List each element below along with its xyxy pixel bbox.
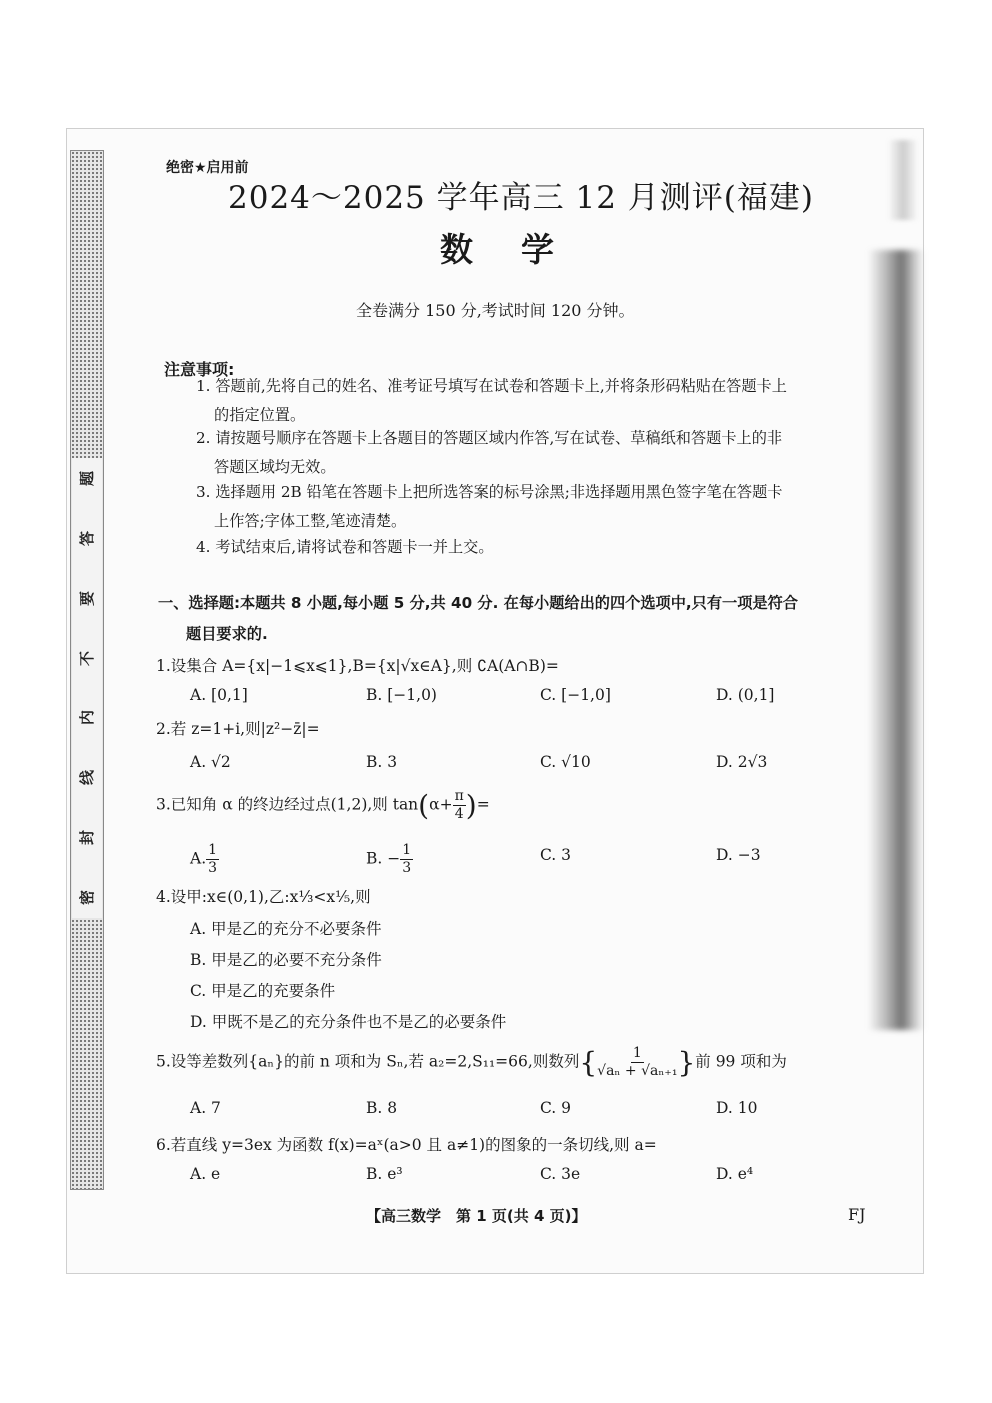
binding-char: 线 xyxy=(78,770,97,786)
q2-option-d: D. 2√3 xyxy=(716,753,768,771)
note-item xyxy=(196,424,876,482)
region-code: FJ xyxy=(848,1205,866,1224)
q6-option-c: C. 3e xyxy=(540,1165,581,1183)
binding-char: 要 xyxy=(78,590,97,606)
section-line: 题目要求的. xyxy=(186,625,268,643)
secret-label: 绝密★启用前 xyxy=(166,160,249,176)
note-line: 答题区域均无效。 xyxy=(214,458,336,476)
note-line: 2. 请按题号顺序在答题卡上各题目的答题区域内作答,写在试卷、草稿纸和答题卡上的非 xyxy=(196,429,783,447)
q5-option-c: C. 9 xyxy=(540,1099,572,1117)
q3-option-a: A. $\frac{1}{3}$ xyxy=(190,842,218,876)
q2-option-b: B. 3 xyxy=(366,753,398,771)
note-line: 4. 考试结束后,请将试卷和答题卡一并上交。 xyxy=(196,538,494,556)
note-line: 的指定位置。 xyxy=(214,406,306,424)
q3-option-c: C. 3 xyxy=(540,846,572,864)
q6-option-a: A. e xyxy=(190,1165,221,1183)
note-item xyxy=(196,533,876,562)
binding-char: 封 xyxy=(78,830,97,846)
q5-option-a: A. 7 xyxy=(190,1099,221,1117)
q1-option-a: A. [0,1] xyxy=(190,686,248,704)
exam-info: 全卷满分 150 分,考试时间 120 分钟。 xyxy=(356,301,635,320)
binding-char: 内 xyxy=(78,710,97,726)
q4-option-c: C. 甲是乙的充要条件 xyxy=(190,982,336,1000)
q1-option-d: D. (0,1] xyxy=(716,686,775,704)
note-item xyxy=(196,478,876,536)
q1-option-c: C. [−1,0] xyxy=(540,686,611,704)
q2-option-c: C. √10 xyxy=(540,753,591,771)
question-1: 1.设集合 A={x|−1⩽x⩽1},B={x|√x∈A},则 ∁A(A∩B)= xyxy=(156,657,559,675)
section-line: 一、选择题:本题共 8 小题,每小题 5 分,共 40 分. 在每小题给出的四个选项中,只有一项是符合 xyxy=(158,594,798,612)
question-3: 3.已知角 α 的终边经过点(1,2),则 tan(α+ $\frac{\pi}{4}$ )= xyxy=(156,788,490,822)
q4-option-b: B. 甲是乙的必要不充分条件 xyxy=(190,951,382,969)
subject-title: 数学 xyxy=(440,230,602,269)
question-2: 2.若 z=1+i,则|z²−z̄|= xyxy=(156,720,320,738)
q5-option-d: D. 10 xyxy=(716,1099,758,1117)
binding-char: 不 xyxy=(78,650,97,666)
page-footer: 【高三数学 第 1 页(共 4 页)】 xyxy=(366,1207,587,1225)
q5-fraction: $\frac{1}{\text{√aₙ + √aₙ₊₁}}$ xyxy=(597,1045,678,1079)
q3-fraction: $\frac{\pi}{4}$ xyxy=(454,788,464,822)
q1-option-b: B. [−1,0) xyxy=(366,686,437,704)
binding-char: 密 xyxy=(78,889,97,905)
section-heading xyxy=(158,588,878,650)
question-5: 5.设等差数列{aₙ}的前 n 项和为 Sₙ,若 a₂=2,S₁₁=66,则数列{ $\frac{1}{\text{√aₙ + √aₙ₊₁}}$ }前 99 项和为 xyxy=(156,1045,787,1079)
q4-option-d: D. 甲既不是乙的充分条件也不是乙的必要条件 xyxy=(190,1013,507,1031)
exam-title: 2024～2025 学年高三 12 月测评(福建) xyxy=(228,180,814,216)
binding-label xyxy=(72,458,102,918)
q6-option-b: B. e³ xyxy=(366,1165,403,1183)
q3-option-b: B. − $\frac{1}{3}$ xyxy=(366,842,412,876)
note-line: 1. 答题前,先将自己的姓名、准考证号填写在试卷和答题卡上,并将条形码粘贴在答题卡上 xyxy=(196,377,787,395)
notes-title: 注意事项: xyxy=(164,360,235,379)
binding-char: 题 xyxy=(78,470,97,487)
note-line: 3. 选择题用 2B 铅笔在答题卡上把所选答案的标号涂黑;非选择题用黑色签字笔在答题卡 xyxy=(196,483,783,501)
question-6: 6.若直线 y=3ex 为函数 f(x)=aˣ(a>0 且 a≠1)的图象的一条切线,则 a= xyxy=(156,1136,657,1154)
scan-shadow-top xyxy=(888,140,918,220)
q4-option-a: A. 甲是乙的充分不必要条件 xyxy=(190,920,382,938)
q3-option-d: D. −3 xyxy=(716,846,761,864)
q2-option-a: A. √2 xyxy=(190,753,231,771)
binding-char: 答 xyxy=(78,530,97,546)
q6-option-d: D. e⁴ xyxy=(716,1165,754,1183)
note-line: 上作答;字体工整,笔迹清楚。 xyxy=(214,512,407,530)
question-4: 4.设甲:x∈(0,1),乙:x⅓<x⅕,则 xyxy=(156,888,371,906)
q5-option-b: B. 8 xyxy=(366,1099,398,1117)
note-item xyxy=(196,372,876,430)
